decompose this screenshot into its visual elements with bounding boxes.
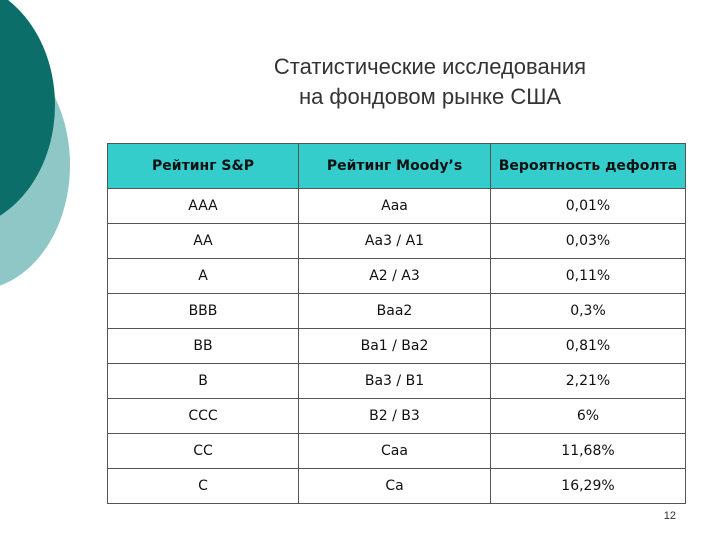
moodys-rating-cell: Caa bbox=[299, 434, 491, 469]
table-row bbox=[108, 364, 686, 399]
header-sp-rating: Рейтинг S&P bbox=[108, 144, 299, 189]
sp-rating-cell: CC bbox=[108, 434, 299, 469]
moodys-rating-cell: B2 / B3 bbox=[299, 399, 491, 434]
table-row bbox=[108, 259, 686, 294]
sp-rating-cell: CCC bbox=[108, 399, 299, 434]
default-probability-table bbox=[107, 143, 686, 504]
default-probability-cell: 0,01% bbox=[491, 189, 686, 224]
table-row bbox=[108, 294, 686, 329]
moodys-rating-cell: Baa2 bbox=[299, 294, 491, 329]
default-probability-cell: 0,81% bbox=[491, 329, 686, 364]
sp-rating-cell: BB bbox=[108, 329, 299, 364]
default-probability-cell: 0,03% bbox=[491, 224, 686, 259]
moodys-rating-cell: Ba3 / B1 bbox=[299, 364, 491, 399]
default-probability-cell: 6% bbox=[491, 399, 686, 434]
slide-title-line-2: на фондовом рынке США bbox=[298, 84, 562, 109]
slide-title bbox=[150, 52, 710, 112]
header-moodys-rating: Рейтинг Moody’s bbox=[299, 144, 491, 189]
table-row bbox=[108, 224, 686, 259]
sp-rating-cell: BBB bbox=[108, 294, 299, 329]
sp-rating-cell: AAA bbox=[108, 189, 299, 224]
moodys-rating-cell: A2 / A3 bbox=[299, 259, 491, 294]
slide-title-line-1: Статистические исследования bbox=[273, 54, 587, 79]
default-probability-cell: 2,21% bbox=[491, 364, 686, 399]
moodys-rating-cell: Ca bbox=[299, 469, 491, 504]
header-default-probability: Вероятность дефолта bbox=[491, 144, 686, 189]
default-probability-cell: 0,11% bbox=[491, 259, 686, 294]
moodys-rating-cell: Aa3 / A1 bbox=[299, 224, 491, 259]
moodys-rating-cell: Aaa bbox=[299, 189, 491, 224]
sp-rating-cell: A bbox=[108, 259, 299, 294]
sp-rating-cell: C bbox=[108, 469, 299, 504]
sp-rating-cell: AA bbox=[108, 224, 299, 259]
table-row bbox=[108, 434, 686, 469]
table-row bbox=[108, 399, 686, 434]
default-probability-cell: 0,3% bbox=[491, 294, 686, 329]
table-row bbox=[108, 329, 686, 364]
table-row bbox=[108, 469, 686, 504]
moodys-rating-cell: Ba1 / Ba2 bbox=[299, 329, 491, 364]
table-header-row bbox=[108, 144, 686, 189]
table-row bbox=[108, 189, 686, 224]
sp-rating-cell: B bbox=[108, 364, 299, 399]
page-number: 12 bbox=[663, 510, 676, 522]
default-probability-cell: 16,29% bbox=[491, 469, 686, 504]
default-probability-cell: 11,68% bbox=[491, 434, 686, 469]
